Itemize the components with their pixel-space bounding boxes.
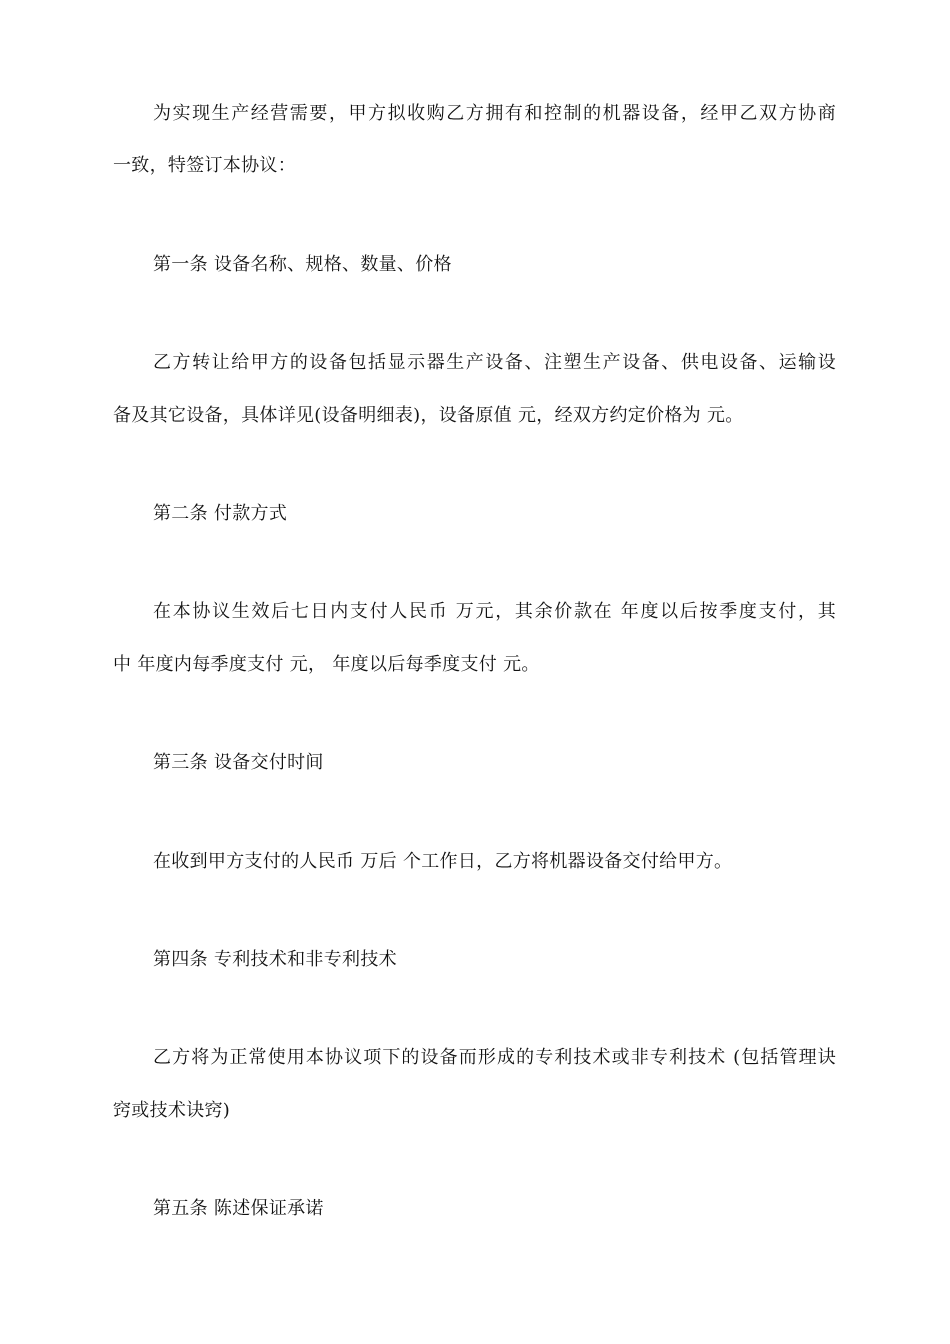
article-1-body-line-1: 乙方转让给甲方的设备包括显示器生产设备、注塑生产设备、供电设备、运输设 bbox=[153, 352, 836, 373]
intro-line-2: 一致，特签订本协议： bbox=[113, 155, 296, 176]
article-2-body-line-2: 中 年度内每季度支付 元， 年度以后每季度支付 元。 bbox=[113, 654, 540, 675]
article-3-heading: 第三条 设备交付时间 bbox=[153, 752, 324, 773]
article-3-body-line-1: 在收到甲方支付的人民币 万后 个工作日，乙方将机器设备交付给甲方。 bbox=[153, 851, 733, 872]
intro-line-1: 为实现生产经营需要，甲方拟收购乙方拥有和控制的机器设备，经甲乙双方协商 bbox=[153, 103, 836, 124]
article-5-heading: 第五条 陈述保证承诺 bbox=[153, 1198, 324, 1219]
article-4-heading: 第四条 专利技术和非专利技术 bbox=[153, 949, 397, 970]
article-1-body-line-2: 备及其它设备，具体详见(设备明细表)，设备原值 元，经双方约定价格为 元。 bbox=[113, 405, 744, 426]
article-4-body-line-1: 乙方将为正常使用本协议项下的设备而形成的专利技术或非专利技术 (包括管理诀 bbox=[153, 1047, 836, 1068]
article-1-heading: 第一条 设备名称、规格、数量、价格 bbox=[153, 254, 452, 275]
article-4-body-line-2: 窍或技术诀窍) bbox=[113, 1100, 231, 1121]
article-2-heading: 第二条 付款方式 bbox=[153, 503, 288, 524]
article-2-body-line-1: 在本协议生效后七日内支付人民币 万元，其余价款在 年度以后按季度支付，其 bbox=[153, 601, 836, 622]
